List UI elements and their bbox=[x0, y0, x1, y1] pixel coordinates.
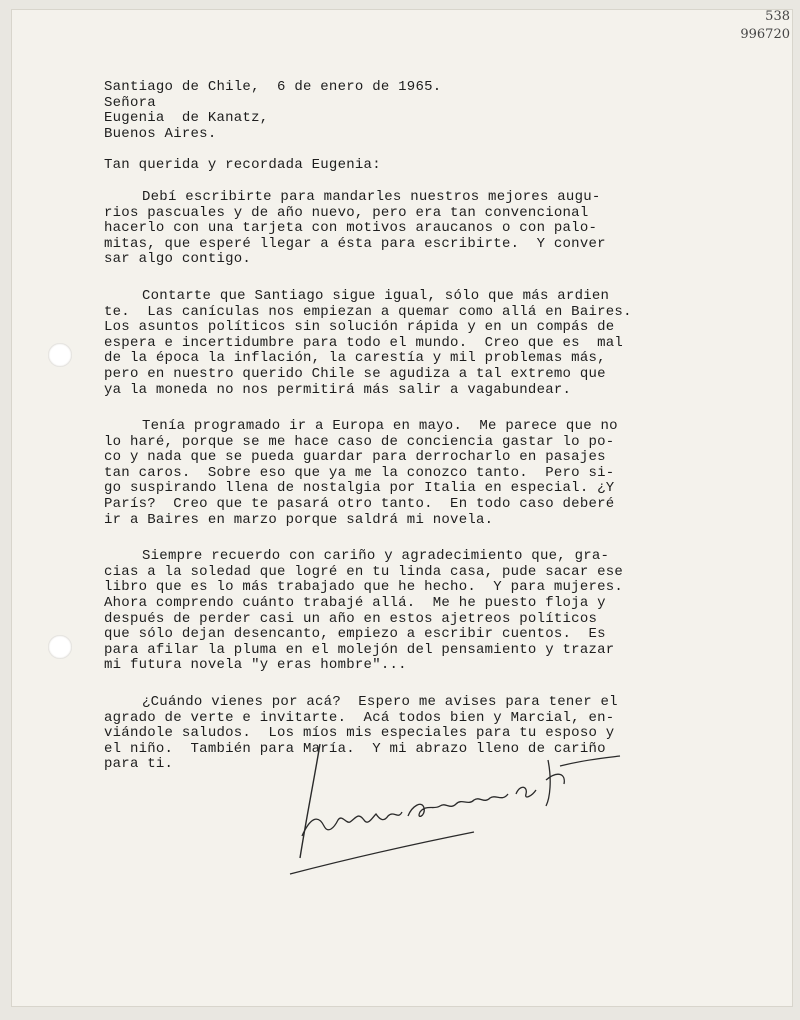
text-line: co y nada que se pueda guardar para derrocharlo en pasajes bbox=[104, 449, 606, 466]
text-line: mi futura novela "y eras hombre"... bbox=[104, 657, 407, 674]
recipient-line: Eugenia de Kanatz, bbox=[104, 110, 269, 127]
text-line: cias a la soledad que logré en tu linda casa, pude sacar ese bbox=[104, 563, 624, 580]
salutation: Tan querida y recordada Eugenia: bbox=[104, 157, 381, 174]
text-line: agrado de verte e invitarte. Acá todos bien y Marcial, en- bbox=[104, 709, 615, 726]
text-line: tan caros. Sobre eso que ya me la conozco tanto. Pero si- bbox=[104, 464, 615, 481]
text-line: para afilar la pluma en el molejón del pensamiento y trazar bbox=[104, 641, 615, 658]
text-line: ir a Baires en marzo porque saldrá mi novela. bbox=[104, 511, 494, 528]
text-line: después de perder casi un año en estos ajetreos políticos bbox=[104, 610, 598, 627]
text-line: de la época la inflación, la carestía y mil problemas más, bbox=[104, 350, 606, 367]
text-line: lo haré, porque se me hace caso de conciencia gastar lo po- bbox=[104, 433, 615, 450]
archive-stamp bbox=[740, 8, 790, 44]
archive-catalog-number: 996720 bbox=[740, 27, 790, 42]
text-line: mitas, que esperé llegar a ésta para escribirte. Y conver bbox=[104, 235, 606, 252]
text-line: Los asuntos políticos sin solución rápida y en un compás de bbox=[104, 319, 615, 336]
text-line: rios pascuales y de año nuevo, pero era tan convencional bbox=[104, 204, 589, 221]
text-line: sar algo contigo. bbox=[104, 251, 252, 268]
text-line: viándole saludos. Los míos mis especiales para tu esposo y bbox=[104, 725, 615, 742]
paragraph-3 bbox=[104, 419, 684, 528]
date-line: Santiago de Chile, 6 de enero de 1965. bbox=[104, 79, 442, 95]
text-line: libro que es lo más trabajado que he hecho. Y para mujeres. bbox=[104, 579, 624, 596]
text-line: Debí escribirte para mandarles nuestros mejores augu- bbox=[142, 188, 601, 205]
text-line: para ti. bbox=[104, 756, 174, 773]
recipient-line: Señora bbox=[104, 94, 156, 111]
text-line: Ahora comprendo cuánto trabajé allá. Me he puesto floja y bbox=[104, 595, 606, 612]
paragraph-1 bbox=[104, 190, 684, 268]
text-line: ¿Cuándo vienes por acá? Espero me avises para tener el bbox=[142, 694, 618, 710]
text-line: Siempre recuerdo con cariño y agradecimiento que, gra- bbox=[142, 548, 610, 565]
text-line: Tenía programado ir a Europa en mayo. Me parece que no bbox=[142, 418, 618, 435]
punch-hole-bottom bbox=[48, 635, 72, 659]
text-line: te. Las canículas nos empiezan a quemar como allá en Baires. bbox=[104, 303, 632, 320]
archive-number: 538 bbox=[765, 9, 790, 24]
text-line: Contarte que Santiago sigue igual, sólo que más ardien bbox=[142, 287, 610, 304]
text-line: pero en nuestro querido Chile se agudiza a tal extremo que bbox=[104, 365, 606, 382]
text-line: que sólo dejan desencanto, empiezo a escribir cuentos. Es bbox=[104, 626, 606, 643]
paragraph-4 bbox=[104, 549, 684, 674]
text-line: el niño. También para María. Y mi abrazo lleno de cariño bbox=[104, 740, 606, 757]
text-line: ya la moneda no nos permitirá más salir a vagabundear. bbox=[104, 381, 572, 398]
text-line: hacerlo con una tarjeta con motivos araucanos o con palo- bbox=[104, 220, 598, 237]
text-line: go suspirando llena de nostalgia por Italia en especial. ¿Y bbox=[104, 480, 615, 497]
handwritten-signature bbox=[284, 740, 624, 880]
text-line: espera e incertidumbre para todo el mundo. Creo que es mal bbox=[104, 334, 624, 351]
letter-body bbox=[104, 80, 684, 773]
paragraph-2 bbox=[104, 289, 684, 398]
punch-hole-top bbox=[48, 343, 72, 367]
recipient-line: Buenos Aires. bbox=[104, 125, 217, 142]
text-line: París? Creo que te pasará otro tanto. En todo caso deberé bbox=[104, 496, 615, 513]
